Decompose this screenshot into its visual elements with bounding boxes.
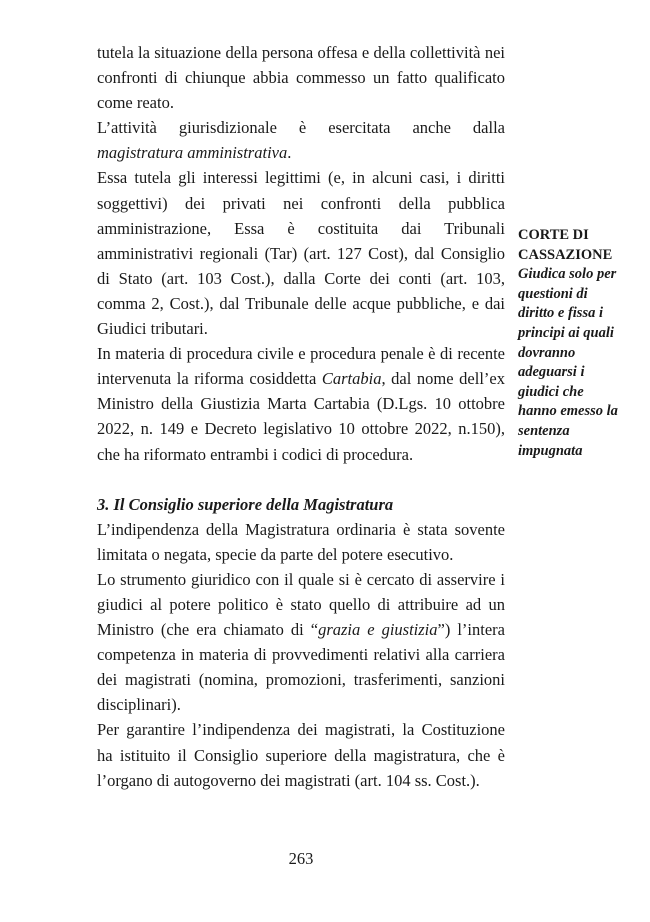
- emphasis-term: Cartabia: [321, 369, 382, 389]
- paragraph-independence: L’indipendenza della Magistratura ordinaria è stata sovente limitata o negata, specie da parte del potere esecutivo.: [97, 519, 505, 564]
- main-text-column: [97, 40, 505, 793]
- section-spacer: [97, 467, 505, 492]
- paragraph-text: Lo strumento giuridico con il quale si è cercato di asservire i giudici al potere politico è stato quello di attribuire ad un Ministro (che era chiamato di “: [97, 569, 505, 640]
- paragraph-text: ”) l’intera competenza in materia di provvedimenti relativi alla carriera dei magistrati (nomina, promozioni, trasferimenti, sanzioni disciplinari).: [97, 620, 505, 715]
- paragraph-legal-instrument: [97, 567, 505, 718]
- section-heading: 3. Il Consiglio superiore della Magistratura: [97, 494, 394, 514]
- paragraph-csm: Per garantire l’indipendenza dei magistrati, la Costituzione ha istituito il Consiglio superiore della magistratura, che è l’organo di autogoverno dei magistrati (art. 104 ss. Cost.).: [97, 720, 505, 790]
- paragraph-text: L’attività giurisdizionale è esercitata anche dalla: [97, 118, 505, 138]
- paragraph-continuation: tutela la situazione della persona offesa e della collettività nei confronti di chiunque abbia commesso un fatto qualificato come reato.: [97, 43, 505, 113]
- paragraph-text: In materia di procedura civile e procedura penale è di recente intervenuta la riforma cosiddetta: [97, 344, 505, 389]
- emphasis-term: grazia e giustizia: [318, 620, 438, 640]
- page-number: 263: [288, 849, 314, 868]
- margin-note-title: CORTE DI CASSAZIONE: [518, 227, 613, 263]
- paragraph-text: .: [287, 143, 292, 163]
- paragraph-text: , dal nome dell’ex Ministro della Giustizia Marta Cartabia (D.Lgs. 10 ottobre 2022, n. 149 e Decreto legislativo 10 ottobre 2022, n.150), che ha riformato entrambi i codici di procedura.: [97, 369, 505, 464]
- margin-note: [518, 226, 618, 461]
- margin-note-body: Giudica solo per questioni di diritto e fissa i principi ai quali dovranno adeguarsi i giudici che hanno emesso la sentenza impugnata: [518, 266, 618, 459]
- paragraph-legitimate-interests: Essa tutela gli interessi legittimi (e, in alcuni casi, i diritti soggettivi) dei privati nei confronti della pubblica amministrazione, Essa è costituita dai Tribunali amministrativi regionali (Tar) (art. 127 Cost), dal Consiglio di Stato (art. 103 Cost.), dalla Corte dei conti (art. 103, comma 2, Cost.), dal Tribunale delle acque pubbliche, e dai Giudici tributari.: [97, 168, 505, 339]
- emphasis-term: magistratura amministrativa: [97, 143, 288, 163]
- paragraph-cartabia-reform: [97, 341, 505, 466]
- paragraph-administrative-jurisdiction: [97, 115, 505, 165]
